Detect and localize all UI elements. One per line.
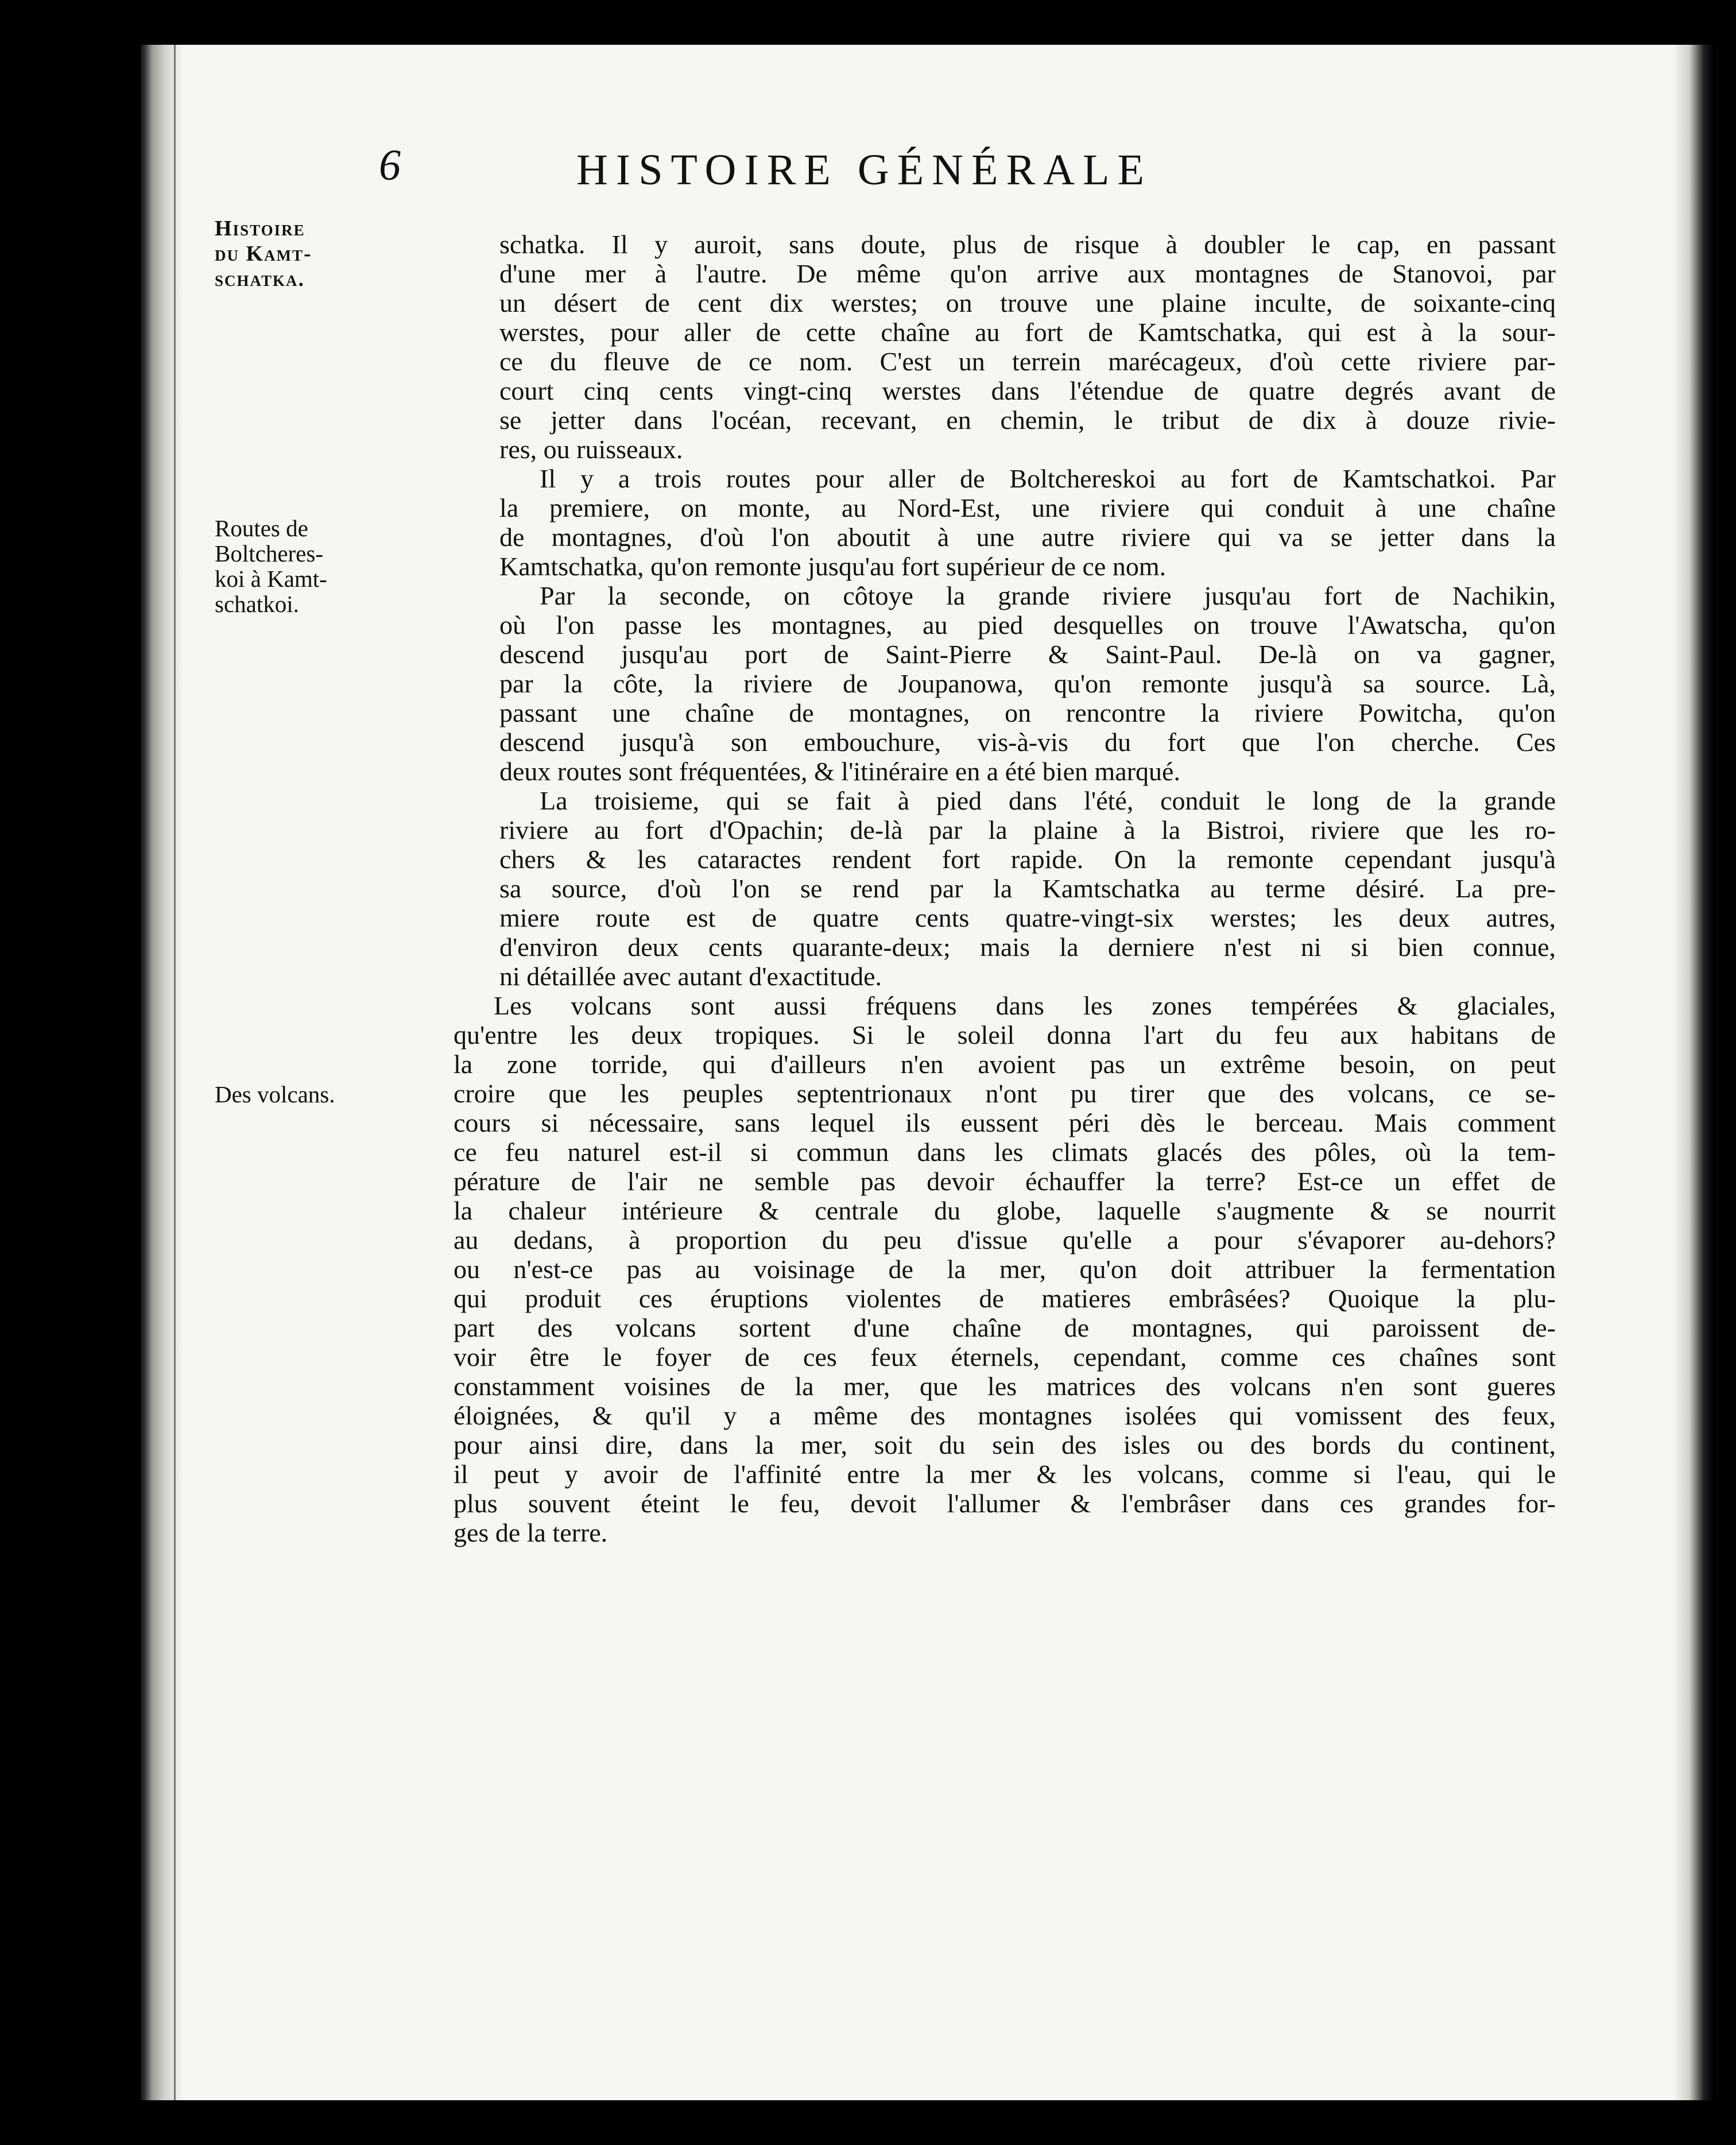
text-line: qui produit ces éruptions violentes de matieres embrâsées? Quoique la plu- [454, 1284, 1556, 1313]
text-line: pour ainsi dire, dans la mer, soit du sein des isles ou des bords du continent, [454, 1430, 1556, 1459]
margin-note-histoire: Histoire du Kamt- schatka. [215, 216, 312, 291]
text-line: ges de la terre. [454, 1518, 608, 1547]
text-line: qu'entre les deux tropiques. Si le soleil donna l'art du feu aux habitans de [454, 1020, 1556, 1050]
text-line: miere route est de quatre cents quatre-vingt-six werstes; les deux autres, [499, 903, 1556, 932]
text-line: de montagnes, d'où l'on aboutit à une autre riviere qui va se jetter dans la [499, 522, 1556, 552]
facing-page-edge [1673, 45, 1714, 2100]
text-line: ni détaillée avec autant d'exactitude. [499, 962, 882, 991]
text-line: un désert de cent dix werstes; on trouve une plaine inculte, de soixante-cinq [499, 288, 1556, 318]
text-line: passant une chaîne de montagnes, on rencontre la riviere Powitcha, qu'on [499, 698, 1556, 727]
text-line: pérature de l'air ne semble pas devoir échauffer la terre? Est-ce un effet de [454, 1167, 1556, 1196]
text-line: par la côte, la riviere de Joupanowa, qu'on remonte jusqu'à sa source. Là, [499, 669, 1556, 698]
paragraph [499, 464, 1556, 581]
text-line: se jetter dans l'océan, recevant, en chemin, le tribut de dix à douze rivie- [499, 405, 1556, 435]
text-line: cours si nécessaire, sans lequel ils eussent péri dès le berceau. Mais comment [454, 1108, 1556, 1137]
running-head: HISTOIRE GÉNÉRALE [576, 146, 1152, 194]
text-line: plus souvent éteint le feu, devoit l'allumer & l'embrâser dans ces grandes for- [454, 1489, 1556, 1518]
text-line: ou n'est-ce pas au voisinage de la mer, qu'on doit attribuer la fermentation [454, 1255, 1556, 1284]
text-line: où l'on passe les montagnes, au pied desquelles on trouve l'Awatscha, qu'on [499, 610, 1556, 640]
text-line: chers & les cataractes rendent fort rapide. On la remonte cependant jusqu'à [499, 845, 1556, 874]
page-gutter-shadow [141, 45, 184, 2100]
text-line: La troisieme, qui se fait à pied dans l'été, conduit le long de la grande [540, 786, 1556, 815]
text-line: Kamtschatka, qu'on remonte jusqu'au fort supérieur de ce nom. [499, 552, 1167, 581]
text-line: sa source, d'où l'on se rend par la Kamtschatka au terme désiré. La pre- [499, 874, 1556, 903]
margin-note-routes: Routes de Boltcheres- koi à Kamt- schatkoi. [215, 515, 327, 617]
text-line: éloignées, & qu'il y a même des montagnes isolées qui vomissent des feux, [454, 1401, 1556, 1430]
page-number: 6 [379, 141, 401, 189]
text-line: croire que les peuples septentrionaux n'ont pu tirer que des volcans, ce se- [454, 1079, 1556, 1108]
text-line: la zone torride, qui d'ailleurs n'en avoient pas un extrême besoin, on peut [454, 1050, 1556, 1079]
text-line: court cinq cents vingt-cinq werstes dans l'étendue de quatre degrés avant de [499, 376, 1556, 405]
text-line: descend jusqu'au port de Saint-Pierre & Saint-Paul. De-là on va gagner, [499, 640, 1556, 669]
paragraph [499, 786, 1556, 991]
text-line: descend jusqu'à son embouchure, vis-à-vis du fort que l'on cherche. Ces [499, 727, 1556, 757]
text-line: d'une mer à l'autre. De même qu'on arrive aux montagnes de Stanovoi, par [499, 259, 1556, 288]
text-line: schatka. Il y auroit, sans doute, plus de risque à doubler le cap, en passant [499, 230, 1556, 259]
text-line: il peut y avoir de l'affinité entre la mer & les volcans, comme si l'eau, qui le [454, 1459, 1556, 1489]
text-line: voir être le foyer de ces feux éternels, cependant, comme ces chaînes sont [454, 1342, 1556, 1372]
body-text [454, 230, 1556, 1547]
binding-edge [174, 45, 176, 2100]
text-line: d'environ deux cents quarante-deux; mais la derniere n'est ni si bien connue, [499, 932, 1556, 962]
text-line: la premiere, on monte, au Nord-Est, une riviere qui conduit à une chaîne [499, 493, 1556, 522]
text-line: riviere au fort d'Opachin; de-là par la plaine à la Bistroi, riviere que les ro- [499, 815, 1556, 845]
text-line: res, ou ruisseaux. [499, 435, 683, 464]
text-line: werstes, pour aller de cette chaîne au fort de Kamtschatka, qui est à la sour- [499, 318, 1556, 347]
text-line: constamment voisines de la mer, que les matrices des volcans n'en sont gueres [454, 1372, 1556, 1401]
text-line: la chaleur intérieure & centrale du globe, laquelle s'augmente & se nourrit [454, 1196, 1556, 1225]
text-line: au dedans, à proportion du peu d'issue qu'elle a pour s'évaporer au-dehors? [454, 1225, 1556, 1255]
paragraph [454, 991, 1556, 1547]
paragraph [499, 581, 1556, 786]
text-line: part des volcans sortent d'une chaîne de montagnes, qui paroissent de- [454, 1313, 1556, 1342]
text-line: deux routes sont fréquentées, & l'itinéraire en a été bien marqué. [499, 757, 1180, 786]
text-line: Par la seconde, on côtoye la grande riviere jusqu'au fort de Nachikin, [540, 581, 1556, 610]
margin-note-volcans: Des volcans. [215, 1081, 335, 1108]
text-line: ce du fleuve de ce nom. C'est un terrein marécageux, d'où cette riviere par- [499, 347, 1556, 376]
text-line: Il y a trois routes pour aller de Boltchereskoi au fort de Kamtschatkoi. Par [540, 464, 1556, 493]
text-line: Les volcans sont aussi fréquens dans les zones tempérées & glaciales, [494, 991, 1556, 1020]
paragraph [499, 230, 1556, 464]
text-line: ce feu naturel est-il si commun dans les climats glacés des pôles, où la tem- [454, 1137, 1556, 1167]
